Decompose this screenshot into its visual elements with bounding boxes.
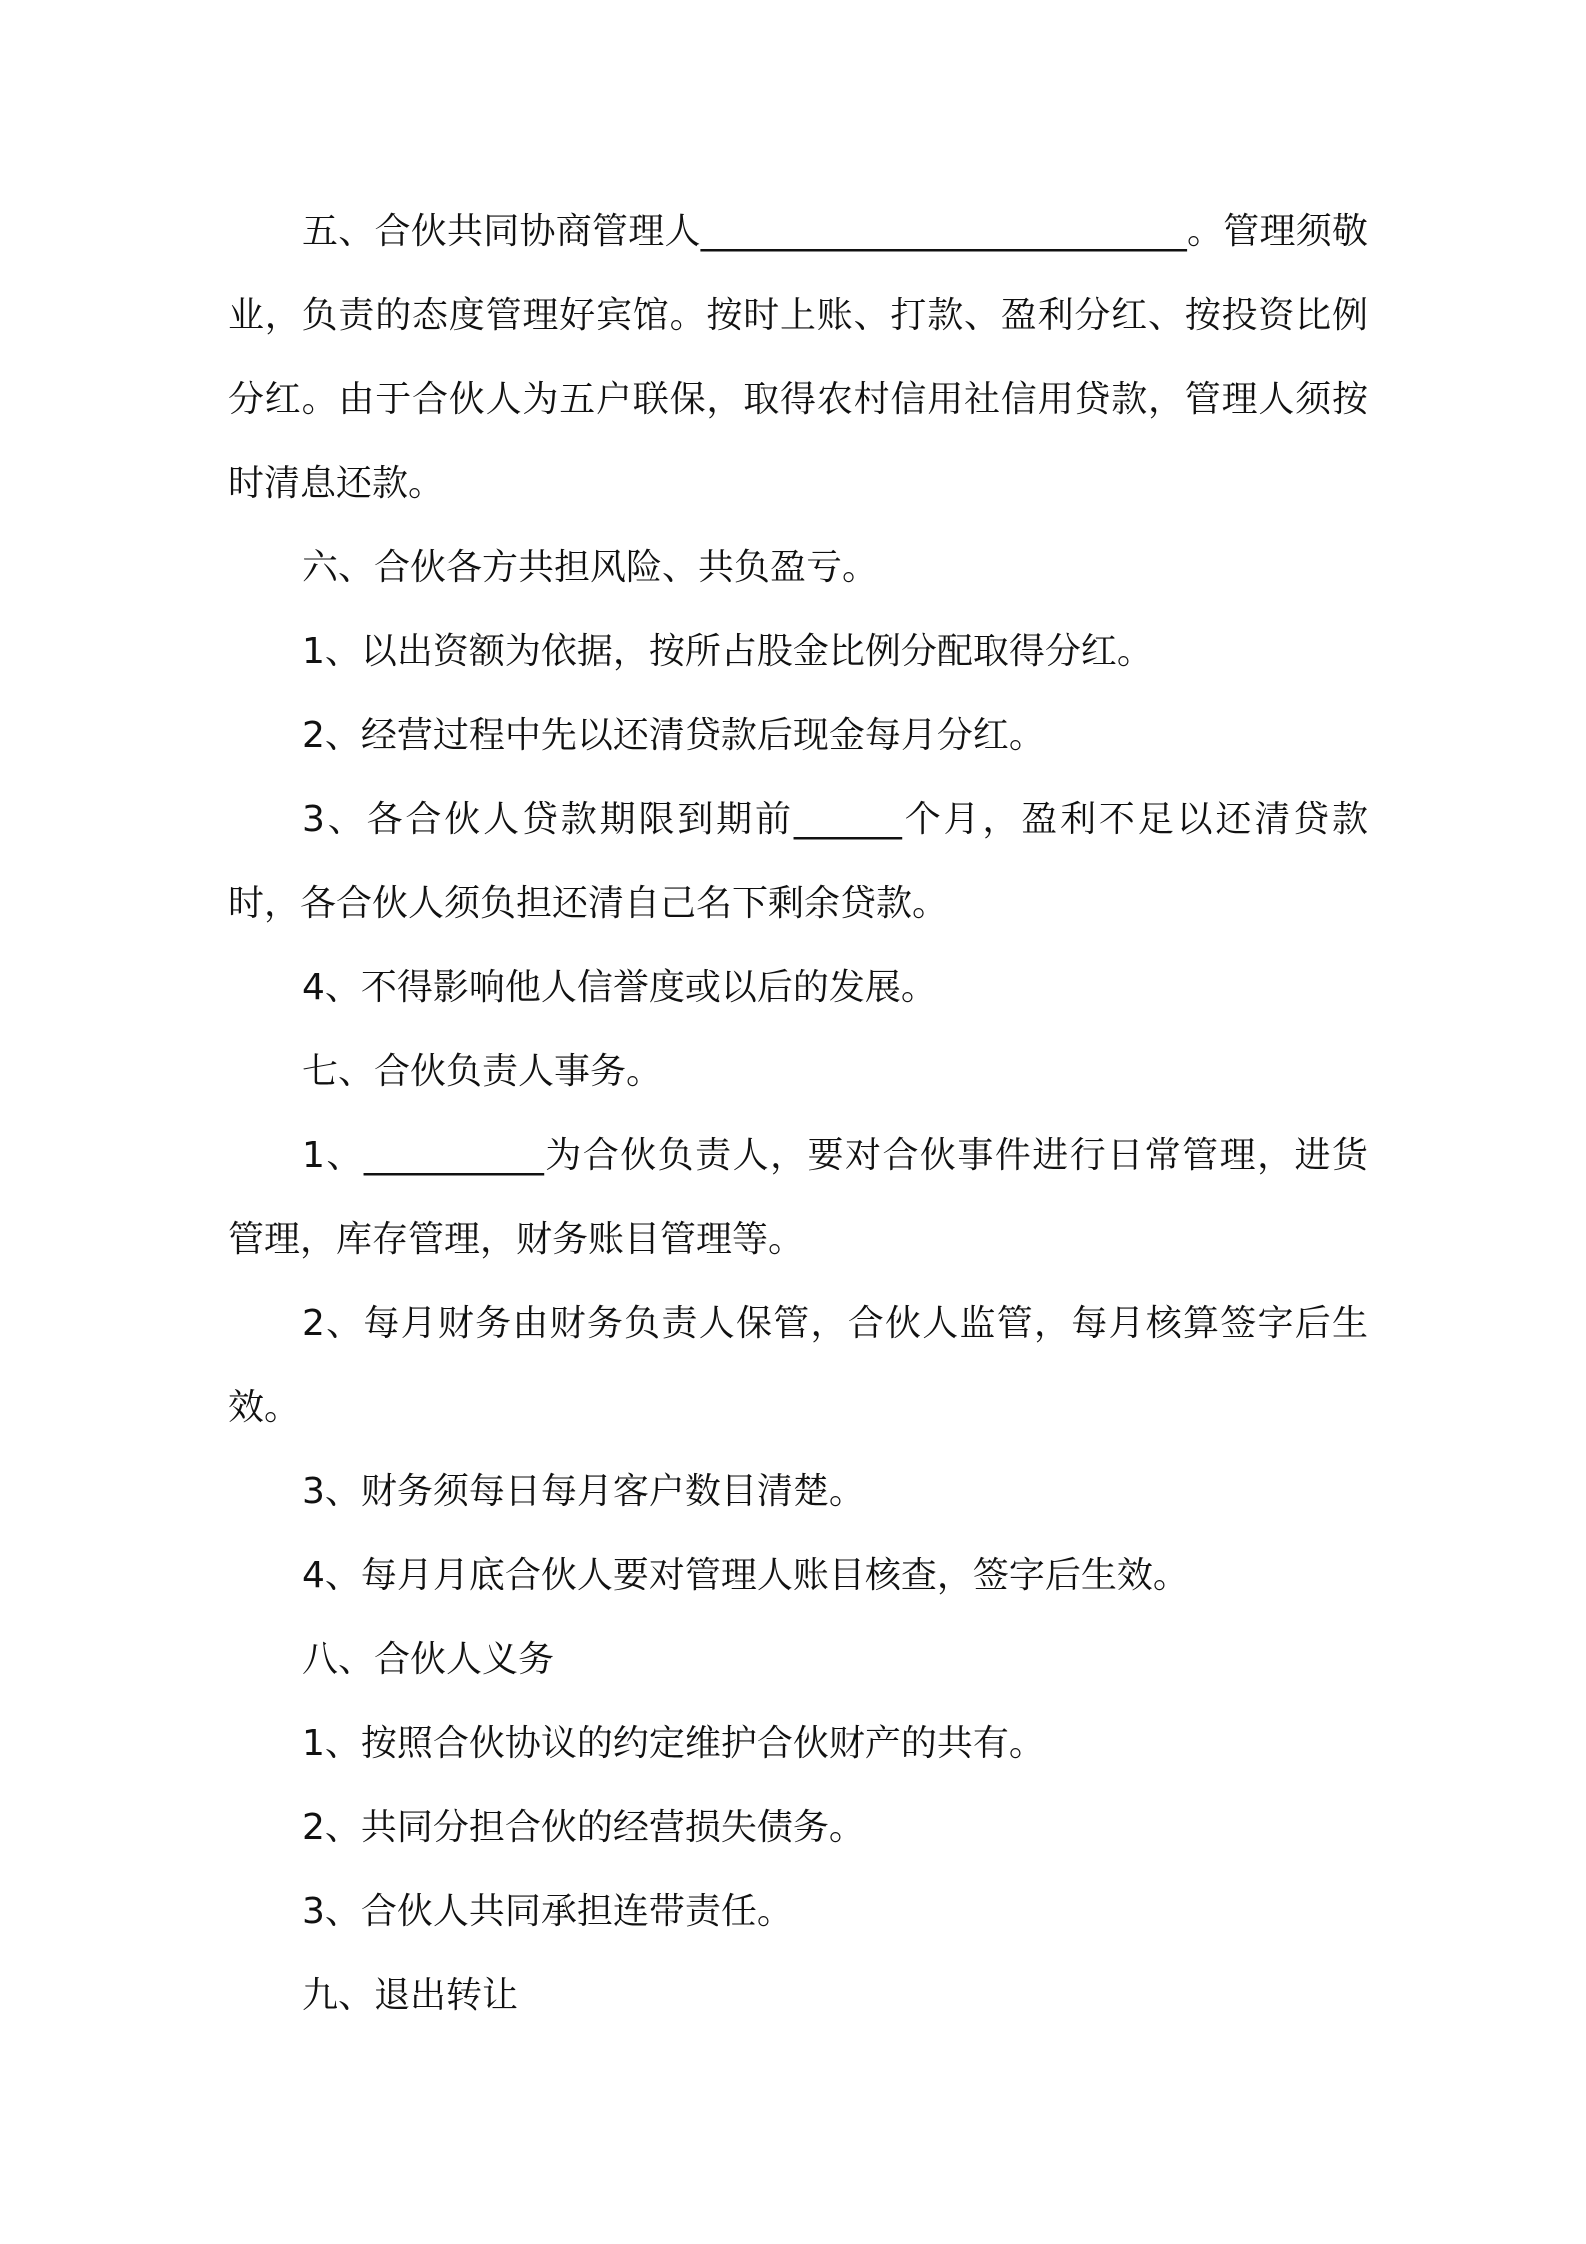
clause-9-heading: 九、退出转让 bbox=[302, 1975, 519, 2016]
clause-8-item-2: 2、共同分担合伙的经营损失债务。 bbox=[302, 1807, 865, 1848]
clause-7-item-1: 1、__________为合伙负责人，要对合伙事件进行日常管理，进货管理，库存管理，财务账目管理等。 bbox=[228, 1135, 1368, 1260]
clause-7-item-4: 4、每月月底合伙人要对管理人账目核查，签字后生效。 bbox=[302, 1555, 1189, 1596]
document-body bbox=[228, 190, 1368, 2038]
clause-6-heading: 六、合伙各方共担风险、共负盈亏。 bbox=[302, 547, 879, 588]
clause-8-item-3: 3、合伙人共同承担连带责任。 bbox=[302, 1891, 793, 1932]
clause-8-heading: 八、合伙人义务 bbox=[302, 1639, 555, 1680]
clause-6-item-3: 3、各合伙人贷款期限到期前______个月，盈利不足以还清贷款时，各合伙人须负担还清自己名下剩余贷款。 bbox=[228, 799, 1368, 924]
clause-7-item-3: 3、财务须每日每月客户数目清楚。 bbox=[302, 1471, 865, 1512]
clause-6-item-4: 4、不得影响他人信誉度或以后的发展。 bbox=[302, 967, 937, 1008]
clause-7-heading: 七、合伙负责人事务。 bbox=[302, 1051, 663, 1092]
clause-6-item-2: 2、经营过程中先以还清贷款后现金每月分红。 bbox=[302, 715, 1045, 756]
clause-8-item-1: 1、按照合伙协议的约定维护合伙财产的共有。 bbox=[302, 1723, 1045, 1764]
clause-5-manager: 五、合伙共同协商管理人___________________________。管理须敬业，负责的态度管理好宾馆。按时上账、打款、盈利分红、按投资比例分红。由于合伙人为五户联保，取得农村信用社信用贷款，管理人须按时清息还款。 bbox=[228, 211, 1368, 504]
clause-7-item-2: 2、每月财务由财务负责人保管，合伙人监管，每月核算签字后生效。 bbox=[228, 1303, 1368, 1428]
clause-6-item-1: 1、以出资额为依据，按所占股金比例分配取得分红。 bbox=[302, 631, 1153, 672]
